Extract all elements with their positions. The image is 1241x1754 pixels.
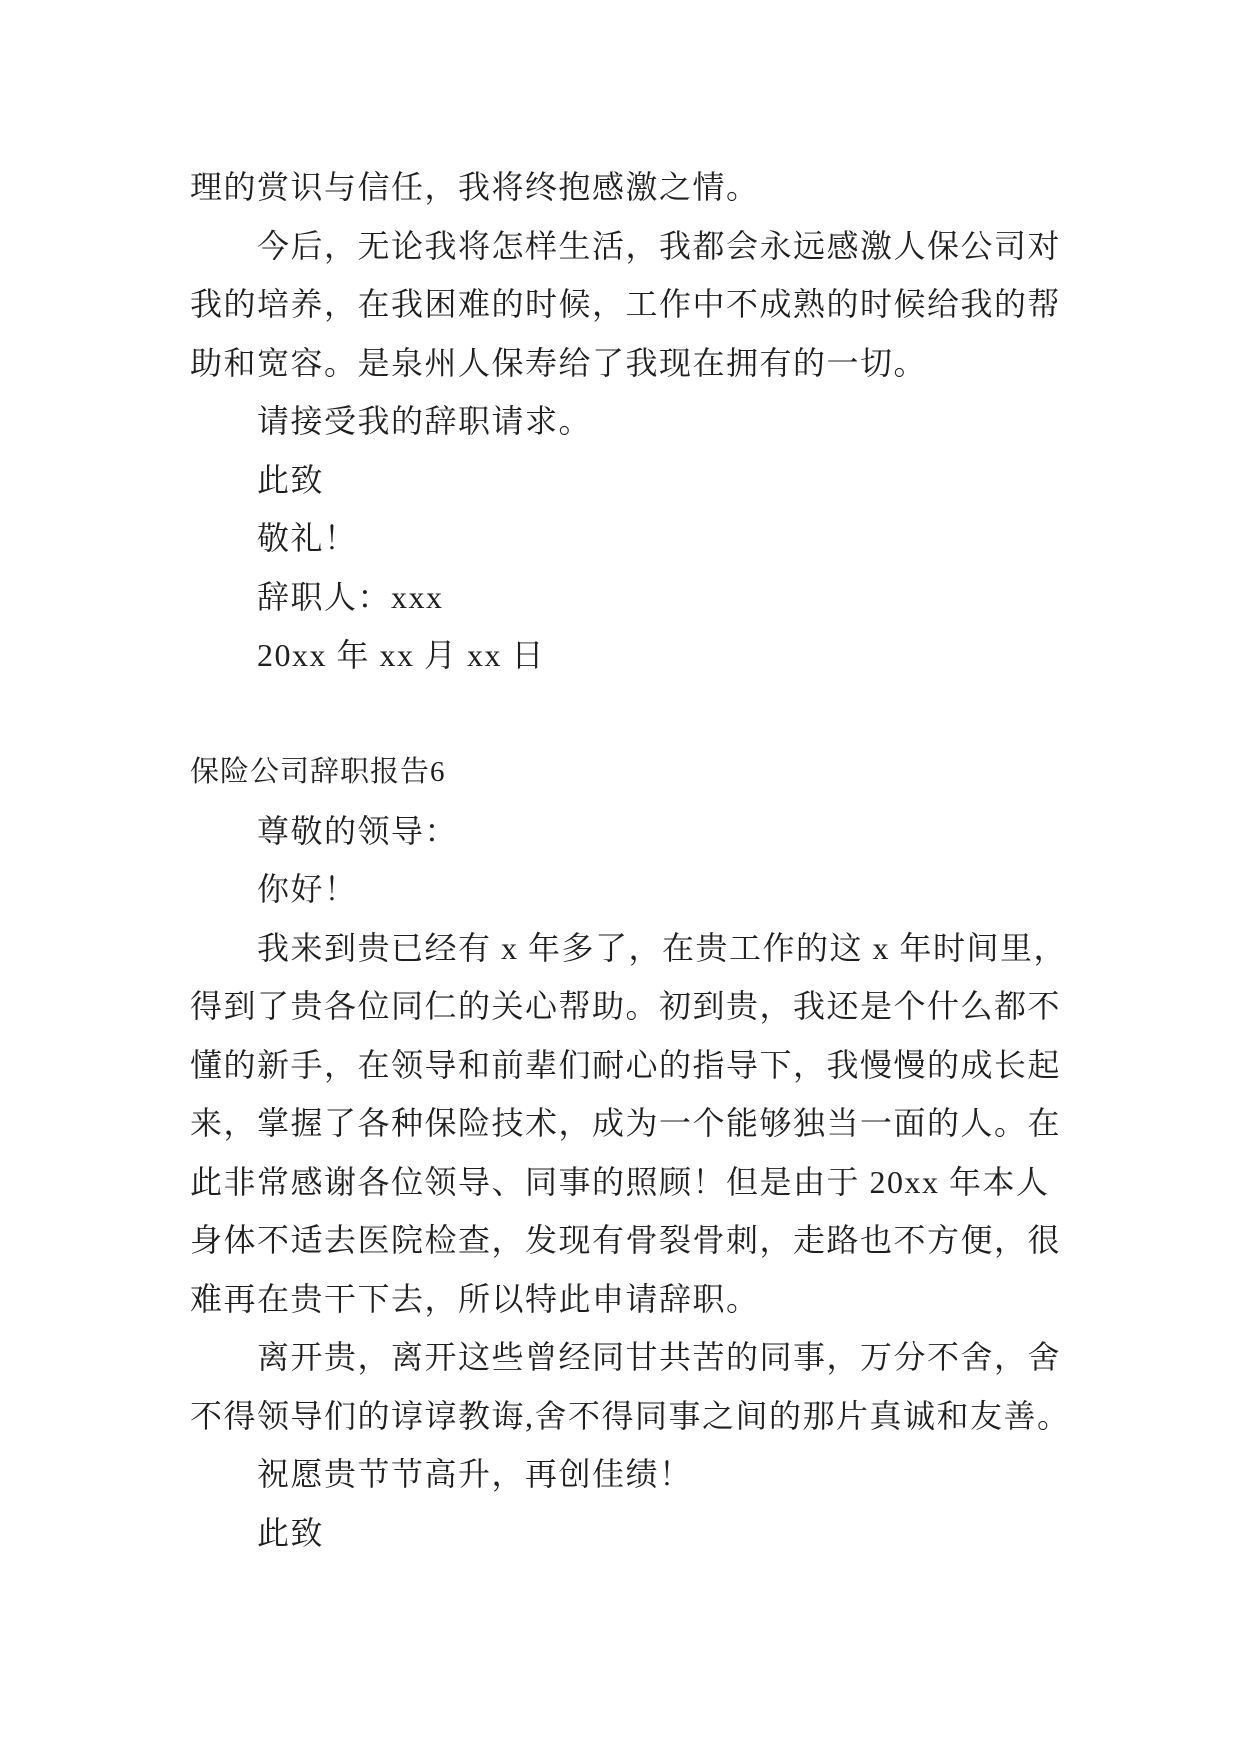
text-line: 助和宽容。是泉州人保寿给了我现在拥有的一切。	[190, 344, 928, 381]
text-line: 得到了贵各位同仁的关心帮助。初到贵，我还是个什么都不	[190, 988, 1062, 1024]
text-line: 尊敬的领导：	[257, 812, 459, 849]
text-line: 此致	[257, 461, 325, 498]
text-line: 来，掌握了各种保险技术，成为一个能够独当一面的人。在	[190, 1105, 1062, 1141]
text-line: 请接受我的辞职请求。	[257, 403, 593, 439]
text-line: 离开贵，离开这些曾经同甘共苦的同事，万分不舍，舍	[257, 1339, 1062, 1375]
text-line: 我来到贵已经有 x 年多了，在贵工作的这 x 年时间里，	[257, 929, 1068, 966]
text-line: 难再在贵干下去，所以特此申请辞职。	[190, 1280, 760, 1317]
text-line: 懂的新手，在领导和前辈们耐心的指导下，我慢慢的成长起	[190, 1046, 1062, 1083]
text-line: 祝愿贵节节高升，再创佳绩！	[257, 1456, 693, 1492]
text-line: 我的培养，在我困难的时候，工作中不成熟的时候给我的帮	[190, 286, 1062, 322]
text-line: 辞职人：xxx	[257, 578, 444, 615]
text-line: 此非常感谢各位领导、同事的照顾！但是由于 20xx 年本人	[190, 1163, 1050, 1200]
blank-line	[190, 685, 1071, 744]
section-heading: 保险公司辞职报告6	[190, 756, 446, 788]
text-line: 敬礼！	[257, 520, 358, 556]
text-line: 不得领导们的谆谆教诲,舍不得同事之间的那片真诚和友善。	[190, 1397, 1071, 1434]
text-line: 此致	[257, 1514, 325, 1551]
text-line: 今后，无论我将怎样生活，我都会永远感激人保公司对	[257, 227, 1062, 264]
text-line: 20xx 年 xx 月 xx 日	[257, 637, 546, 673]
text-line: 身体不适去医院检查，发现有骨裂骨刺，走路也不方便，很	[190, 1222, 1062, 1258]
text-line: 你好！	[257, 871, 358, 907]
text-line: 理的赏识与信任，我将终抱感激之情。	[190, 169, 760, 205]
